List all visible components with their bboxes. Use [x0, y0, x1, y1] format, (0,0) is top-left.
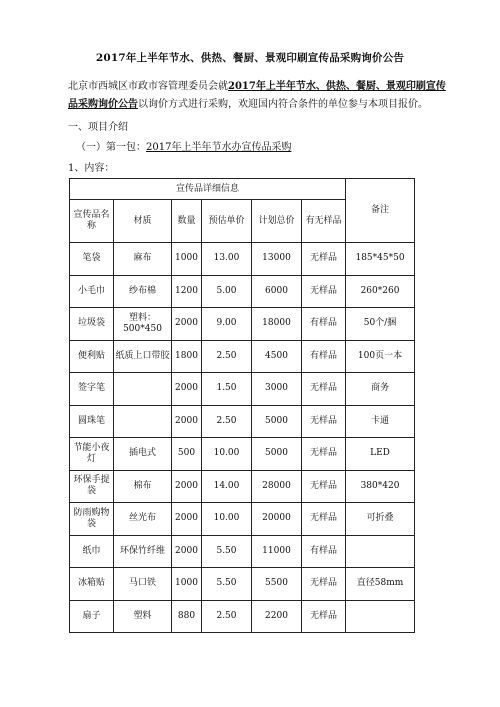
- intro-suffix: 以询价方式进行采购，欢迎国内符合条件的单位参与本项目报价。: [138, 99, 428, 110]
- cell-remark: [346, 600, 415, 633]
- header-material: 材质: [114, 200, 172, 243]
- cell-name: 笔袋: [70, 243, 114, 276]
- package-name: 2017年上半年节水办宣传品采购: [146, 142, 292, 153]
- cell-remark: 260*260: [346, 275, 415, 308]
- table-row: [70, 438, 415, 471]
- cell-sample: 有样品: [302, 535, 346, 568]
- cell-sample: 无样品: [302, 275, 346, 308]
- cell-material: 塑料: [114, 600, 172, 633]
- cell-sample: 无样品: [302, 568, 346, 601]
- cell-material: [114, 405, 172, 438]
- cell-remark: 100页一本: [346, 340, 415, 373]
- cell-sample: 有样品: [302, 308, 346, 341]
- header-qty: 数量: [172, 200, 202, 243]
- table-row: [70, 405, 415, 438]
- cell-sample: 无样品: [302, 243, 346, 276]
- cell-qty: 2000: [172, 405, 202, 438]
- cell-price: 5.50: [202, 568, 252, 601]
- product-detail-table: [69, 178, 415, 633]
- cell-sample: 无样品: [302, 405, 346, 438]
- cell-qty: 2000: [172, 373, 202, 406]
- table-row: [70, 470, 415, 503]
- cell-remark: 卡通: [346, 405, 415, 438]
- cell-material: 环保竹纤维: [114, 535, 172, 568]
- cell-sample: 无样品: [302, 600, 346, 633]
- package-prefix: （一）第一包：: [76, 142, 146, 153]
- intro-prefix: 北京市西城区市政市容管理委员会就: [68, 81, 228, 92]
- cell-total: 20000: [252, 503, 302, 536]
- package-line: [76, 141, 291, 155]
- cell-price: 5.50: [202, 535, 252, 568]
- table-row: [70, 243, 415, 276]
- cell-total: 2200: [252, 600, 302, 633]
- cell-qty: 2000: [172, 535, 202, 568]
- cell-price: 9.00: [202, 308, 252, 341]
- cell-remark: LED: [346, 438, 415, 471]
- cell-price: 2.50: [202, 405, 252, 438]
- cell-name: 签字笔: [70, 373, 114, 406]
- cell-total: 6000: [252, 275, 302, 308]
- cell-material: 棉布: [114, 470, 172, 503]
- intro-project-link[interactable]: 2017年上半年节水、供热、餐厨、景观印刷宣传品采购询价公告: [68, 81, 446, 110]
- cell-sample: 有样品: [302, 340, 346, 373]
- cell-remark: 380*420: [346, 470, 415, 503]
- cell-name: 扇子: [70, 600, 114, 633]
- cell-name: 圆珠笔: [70, 405, 114, 438]
- cell-total: 11000: [252, 535, 302, 568]
- cell-price: 14.00: [202, 470, 252, 503]
- intro-paragraph: [68, 78, 448, 114]
- cell-total: 13000: [252, 243, 302, 276]
- cell-material: 马口铁: [114, 568, 172, 601]
- cell-name: 冰箱贴: [70, 568, 114, 601]
- cell-total: 28000: [252, 470, 302, 503]
- cell-price: 10.00: [202, 438, 252, 471]
- cell-material: 纱布棉: [114, 275, 172, 308]
- cell-price: 10.00: [202, 503, 252, 536]
- remark-header: 备注: [346, 179, 415, 243]
- cell-qty: 2000: [172, 470, 202, 503]
- table-body: [70, 243, 415, 633]
- cell-qty: 1000: [172, 243, 202, 276]
- content-label: 1、内容：: [68, 163, 115, 174]
- cell-material: 塑料：500*450: [114, 308, 172, 341]
- cell-price: 2.50: [202, 340, 252, 373]
- cell-material: 丝光布: [114, 503, 172, 536]
- cell-price: 5.00: [202, 275, 252, 308]
- cell-sample: 无样品: [302, 503, 346, 536]
- cell-qty: 1200: [172, 275, 202, 308]
- cell-price: 2.50: [202, 600, 252, 633]
- cell-name: 环保手提袋: [70, 470, 114, 503]
- cell-material: 插电式: [114, 438, 172, 471]
- table-row: [70, 275, 415, 308]
- header-total: 计划总价: [252, 200, 302, 243]
- table-row: [70, 373, 415, 406]
- cell-total: 18000: [252, 308, 302, 341]
- cell-remark: 直径58mm: [346, 568, 415, 601]
- table-row: [70, 535, 415, 568]
- cell-total: 5000: [252, 405, 302, 438]
- header-price: 预估单价: [202, 200, 252, 243]
- cell-qty: 2000: [172, 308, 202, 341]
- cell-sample: 无样品: [302, 438, 346, 471]
- cell-remark: 185*45*50: [346, 243, 415, 276]
- cell-total: 4500: [252, 340, 302, 373]
- cell-material: [114, 373, 172, 406]
- cell-qty: 2000: [172, 503, 202, 536]
- cell-qty: 880: [172, 600, 202, 633]
- table-row: [70, 568, 415, 601]
- cell-qty: 1000: [172, 568, 202, 601]
- cell-sample: 无样品: [302, 470, 346, 503]
- cell-name: 便利贴: [70, 340, 114, 373]
- cell-sample: 无样品: [302, 373, 346, 406]
- cell-total: 5500: [252, 568, 302, 601]
- header-sample: 有无样品: [302, 200, 346, 243]
- header-name: 宣传品名称: [70, 200, 114, 243]
- table-row: [70, 600, 415, 633]
- cell-price: 13.00: [202, 243, 252, 276]
- section-heading: 一、项目介绍: [68, 122, 128, 133]
- cell-remark: 50个/捆: [346, 308, 415, 341]
- table-row: [70, 340, 415, 373]
- table-caption: 宣传品详细信息: [70, 179, 346, 200]
- cell-price: 1.50: [202, 373, 252, 406]
- table-row: [70, 308, 415, 341]
- cell-name: 小毛巾: [70, 275, 114, 308]
- cell-name: 垃圾袋: [70, 308, 114, 341]
- cell-total: 5000: [252, 438, 302, 471]
- cell-remark: 可折叠: [346, 503, 415, 536]
- cell-remark: [346, 535, 415, 568]
- table-row: [70, 503, 415, 536]
- document-title: 2017年上半年节水、供热、餐厨、景观印刷宣传品采购询价公告: [95, 52, 405, 64]
- cell-qty: 500: [172, 438, 202, 471]
- cell-material: 纸质上口带胶: [114, 340, 172, 373]
- cell-total: 3000: [252, 373, 302, 406]
- cell-material: 麻布: [114, 243, 172, 276]
- cell-name: 纸巾: [70, 535, 114, 568]
- cell-qty: 1800: [172, 340, 202, 373]
- cell-name: 防雨购物袋: [70, 503, 114, 536]
- cell-remark: 商务: [346, 373, 415, 406]
- cell-name: 节能小夜灯: [70, 438, 114, 471]
